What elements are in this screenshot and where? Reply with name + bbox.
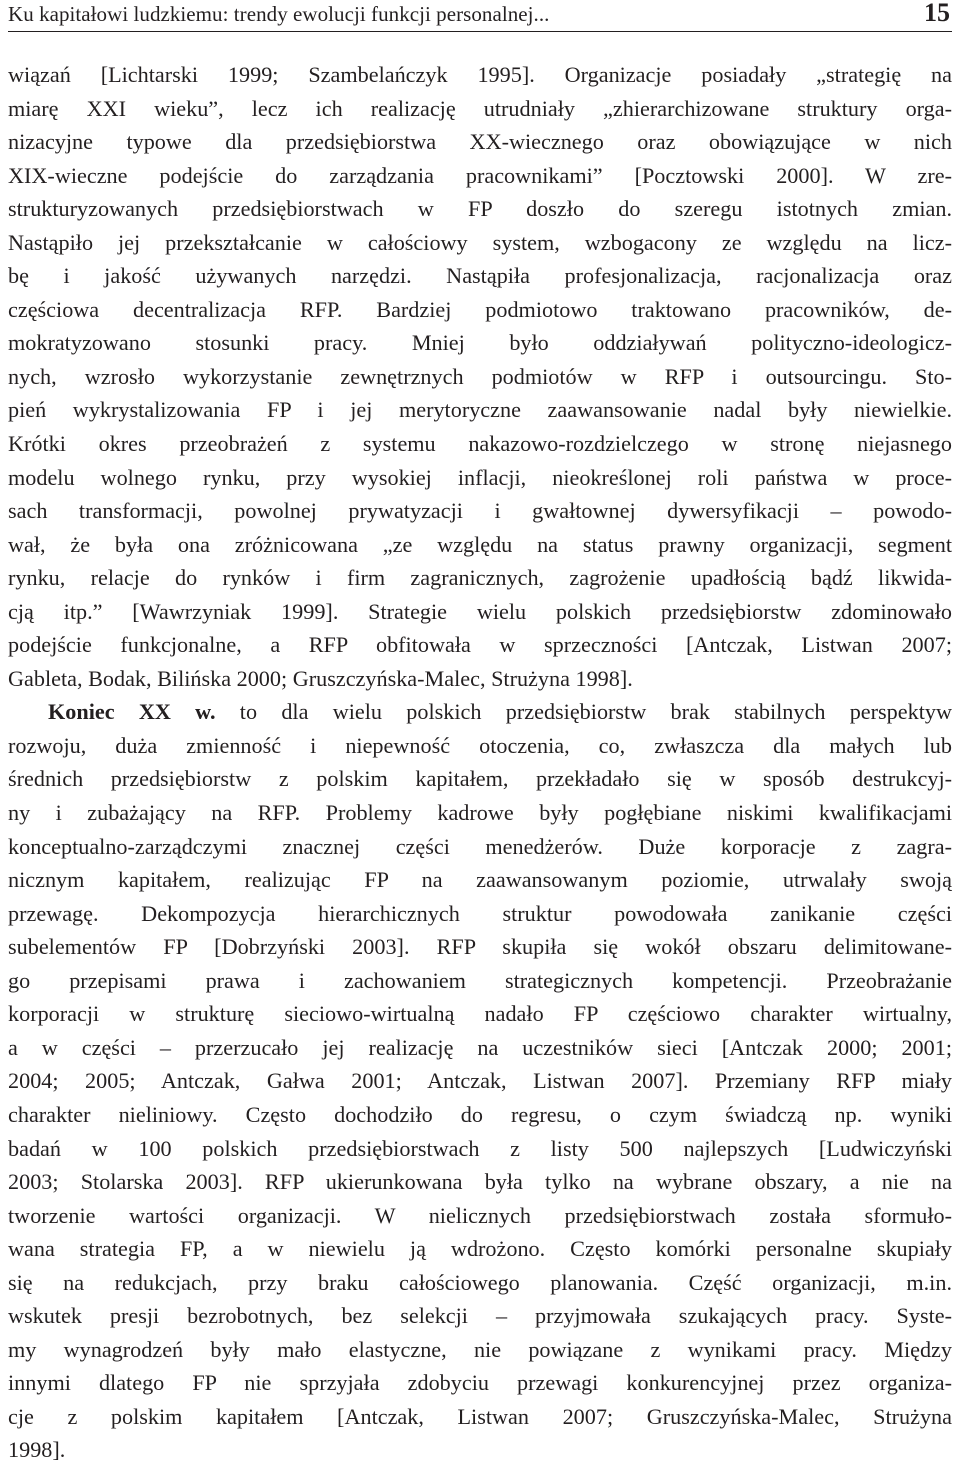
text-line: wiązań [Lichtarski 1999; Szambelańczyk 1995]. Organizacje posiadały „strategię na: [8, 62, 952, 87]
paragraph-2-first-line: [8, 695, 952, 729]
text-line: XIX-wieczne podejście do zarządzania pracownikami” [Pocztowski 2000]. W zre-: [8, 162, 952, 188]
text-line: częściowa decentralizacja RFP. Bardziej podmiotowo traktowano pracowników, de-: [8, 296, 952, 322]
text-line: ny i zubażający na RFP. Problemy kadrowe były pogłębiane niskimi kwalifikacjami: [8, 800, 952, 826]
text-line: strukturyzowanych przedsiębiorstwach w FP doszło do szeregu istotnych zmian.: [8, 196, 952, 222]
body-text: [8, 58, 952, 1467]
text-line: cją itp.” [Wawrzyniak 1999]. Strategie wielu polskich przedsiębiorstw zdominowało: [8, 598, 952, 624]
text-line: 2004; 2005; Antczak, Gałwa 2001; Antczak, Listwan 2007]. Przemiany RFP miały: [8, 1068, 952, 1094]
text-line: korporacji w strukturę sieciowo-wirtualną nadało FP częściowo charakter wirtualny,: [8, 1001, 952, 1027]
text-line: cje z polskim kapitałem [Antczak, Listwan 2007; Gruszczyńska-Malec, Strużyna: [8, 1403, 952, 1429]
text-line: pień wykrystalizowania FP i jej merytoryczne zaawansowanie nadal były niewielkie.: [8, 397, 952, 423]
text-line: my wynagrodzeń były mało elastyczne, nie powiązane z wynikami pracy. Między: [8, 1336, 952, 1362]
text-line: konceptualno-zarządczymi znacznej części menedżerów. Duże korporacje z zagra-: [8, 833, 952, 859]
text-line: się na redukcjach, przy braku całościowego planowania. Część organizacji, m.in.: [8, 1269, 952, 1295]
paragraph-2: [8, 695, 952, 1467]
running-title: Ku kapitałowi ludzkiemu: trendy ewolucji funkcji personalnej...: [8, 2, 550, 26]
text-line: badań w 100 polskich przedsiębiorstwach z listy 500 najlepszych [Ludwiczyński: [8, 1135, 952, 1161]
text-line: wał, że była ona zróżnicowana „ze względu na status prawny organizacji, segment: [8, 531, 952, 557]
running-header: [8, 0, 952, 32]
text-line: Krótki okres przeobrażeń z systemu nakazowo-rozdzielczego w stronę niejasnego: [8, 431, 952, 457]
text-line: go przepisami prawa i zachowaniem strategicznych kompetencji. Przeobrażanie: [8, 967, 952, 993]
text-line: rozwoju, duża zmienność i niepewność otoczenia, co, zwłaszcza dla małych lub: [8, 732, 952, 758]
text-line: nych, wzrosło wykorzystanie zewnętrznych podmiotów w RFP i outsourcingu. Sto-: [8, 363, 952, 389]
text-line: 2003; Stolarska 2003]. RFP ukierunkowana była tylko na wybrane obszary, a nie na: [8, 1169, 952, 1195]
text-line: charakter nieliniowy. Często dochodziło do regresu, o czym świadczą np. wyniki: [8, 1101, 952, 1127]
text-line: modelu wolnego rynku, przy wysokiej inflacji, nieokreślonej roli państwa w proce-: [8, 464, 952, 490]
first-line-text: to dla wielu polskich przedsiębiorstw brak stabilnych perspektyw: [215, 699, 952, 725]
text-line: sach transformacji, powolnej prywatyzacji i gwałtownej dywersyfikacji – powodo-: [8, 498, 952, 524]
text-line: wskutek presji bezrobotnych, bez selekcji – przyjmowała szukających pracy. Syste-: [8, 1303, 952, 1329]
text-line: mokratyzowano stosunki pracy. Mniej było oddziaływań polityczno-ideologicz-: [8, 330, 952, 356]
text-line: a w części – przerzucało jej realizację na uczestników sieci [Antczak 2000; 2001;: [8, 1034, 952, 1060]
text-line: rynku, relacje do rynków i firm zagranicznych, zagrożenie upadłością bądź likwida-: [8, 565, 952, 591]
text-line: podejście funkcjonalne, a RFP obfitowała w sprzeczności [Antczak, Listwan 2007;: [8, 632, 952, 658]
page-number: 15: [924, 0, 950, 27]
text-line: wana strategia FP, a w niewielu ją wdrożono. Często komórki personalne skupiały: [8, 1236, 952, 1262]
text-line: bę i jakość używanych narzędzi. Nastąpiła profesjonalizacja, racjonalizacja oraz: [8, 263, 952, 289]
text-line: średnich przedsiębiorstw z polskim kapitałem, przekładało się w sposób destrukcyj-: [8, 766, 952, 792]
text-line: innymi dlatego FP nie sprzyjała zdobyciu przewagi konkurencyjnej przez organiza-: [8, 1370, 952, 1396]
text-line: nicznym kapitałem, realizując FP na zaawansowanym poziomie, utrwalały swoją: [8, 867, 952, 893]
text-line: miarę XXI wieku”, lecz ich realizację utrudniały „zhierarchizowane struktury orga-: [8, 95, 952, 121]
text-line: tworzenie wartości organizacji. W nielicznych przedsiębiorstwach została sformuło-: [8, 1202, 952, 1228]
paragraph-1: [8, 58, 952, 695]
text-line: 1998].: [8, 1437, 66, 1463]
text-line: Gableta, Bodak, Bilińska 2000; Gruszczyńska-Malec, Strużyna 1998].: [8, 665, 633, 691]
text-line: Nastąpiło jej przekształcanie w całościowy system, wzbogacony ze względu na licz-: [8, 229, 952, 255]
bold-lead-phrase: Koniec XX w.: [48, 699, 216, 725]
text-line: nizacyjne typowe dla przedsiębiorstwa XX-wiecznego oraz obowiązujące w nich: [8, 129, 952, 155]
text-line: subelementów FP [Dobrzyński 2003]. RFP skupiła się wokół obszaru delimitowane-: [8, 934, 952, 960]
text-line: przewagę. Dekompozycja hierarchicznych struktur powodowała zanikanie części: [8, 900, 952, 926]
